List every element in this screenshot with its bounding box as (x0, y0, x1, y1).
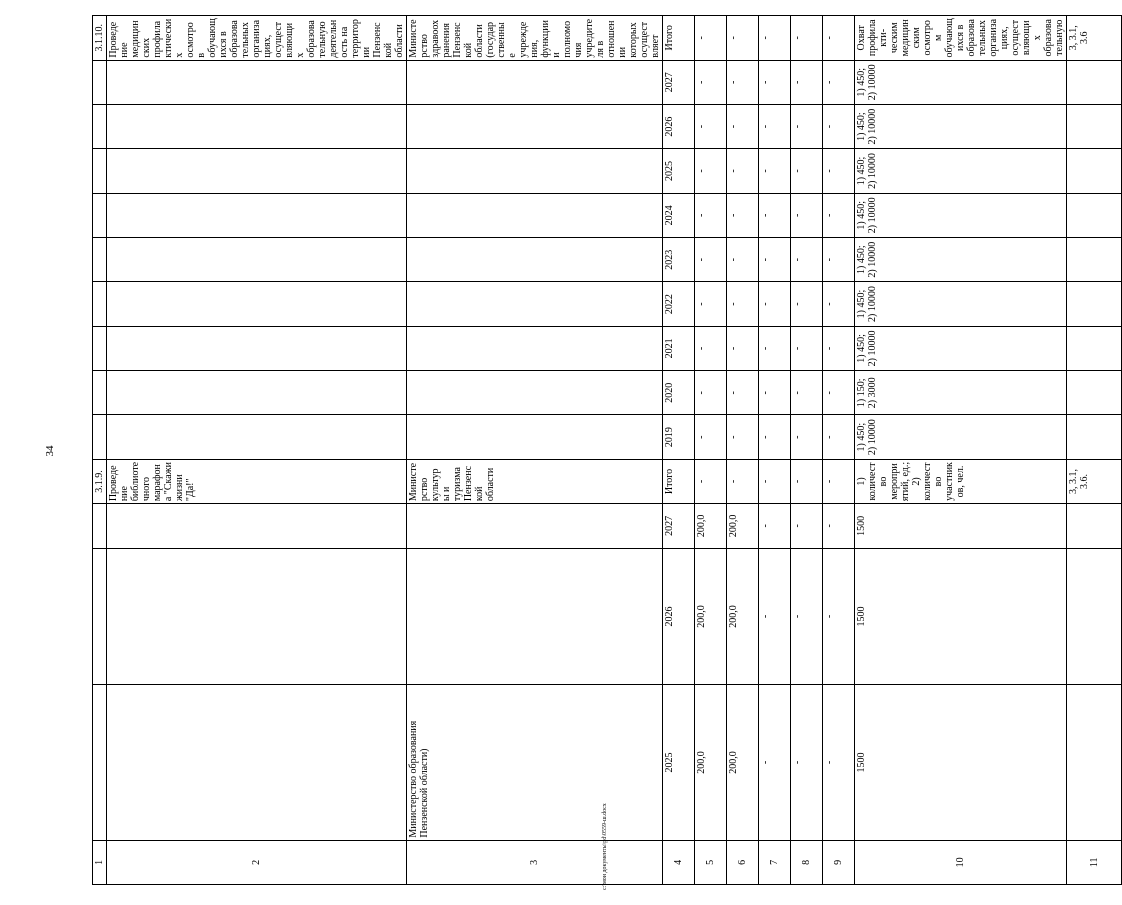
table-cell: - (727, 415, 759, 459)
table-cell (1067, 371, 1122, 415)
table-cell: - (727, 282, 759, 326)
table-cell: - (759, 504, 791, 548)
table-cell (407, 548, 663, 685)
table-cell: 2019 (663, 415, 695, 459)
table-cell: 1) 450; 2) 10000 (855, 326, 1067, 370)
table-cell: - (727, 16, 759, 61)
table-cell: - (695, 193, 727, 237)
table-cell: - (759, 193, 791, 237)
table-cell: - (759, 326, 791, 370)
table-cell (93, 371, 107, 415)
table-line-col-3 (407, 16, 663, 885)
table-cell: Министерство образования Пензенской области) (407, 685, 663, 840)
table-line-col-7 (759, 16, 791, 885)
table-cell: 200,0 (727, 504, 759, 548)
table-cell (93, 548, 107, 685)
column-header: 3 (407, 840, 663, 884)
table-cell (1067, 685, 1122, 840)
table-cell: - (791, 504, 823, 548)
table-cell: - (759, 149, 791, 193)
table-cell: - (759, 60, 791, 104)
table-cell: 3.1.10. (93, 16, 107, 61)
table-cell: 2025 (663, 149, 695, 193)
table-cell (107, 548, 407, 685)
table-cell: - (791, 16, 823, 61)
table-cell (407, 415, 663, 459)
table-cell (1067, 60, 1122, 104)
table-cell: Проведение медицинских профилактических осмотров обучающихся в образовательных организациях, осуществляющих образовательную деятельность на территории Пензенской области (107, 16, 407, 61)
table-cell: - (823, 104, 855, 148)
table-cell: 1500 (855, 685, 1067, 840)
table-cell (107, 149, 407, 193)
column-header: 4 (663, 840, 695, 884)
table-cell (107, 238, 407, 282)
table-cell (407, 149, 663, 193)
file-path-footer: c:\мои документы\pd\0559-ш.docx (602, 803, 608, 890)
table-cell (407, 371, 663, 415)
table-cell: - (727, 104, 759, 148)
table-line-col-5 (695, 16, 727, 885)
table-cell: - (727, 459, 759, 503)
table-cell: 2022 (663, 282, 695, 326)
table-cell: - (695, 149, 727, 193)
table-cell (107, 685, 407, 840)
table-cell: - (727, 149, 759, 193)
column-header: 5 (695, 840, 727, 884)
table-cell: 200,0 (727, 685, 759, 840)
table-cell: - (759, 16, 791, 61)
table-cell: 200,0 (695, 548, 727, 685)
column-header: 9 (823, 840, 855, 884)
table-cell: - (823, 193, 855, 237)
table-cell (1067, 415, 1122, 459)
table-cell: 2024 (663, 193, 695, 237)
table-cell: 1500 (855, 504, 1067, 548)
table-cell (93, 193, 107, 237)
table-cell: - (791, 415, 823, 459)
column-header: 1 (93, 840, 107, 884)
table-cell: - (759, 548, 791, 685)
table-cell: - (791, 326, 823, 370)
table-cell: - (695, 60, 727, 104)
table-cell (93, 104, 107, 148)
column-header: 11 (1067, 840, 1122, 884)
column-header: 10 (855, 840, 1067, 884)
page-number: 34 (44, 445, 56, 457)
table-cell: - (791, 193, 823, 237)
table-cell: - (727, 193, 759, 237)
table-cell (1067, 238, 1122, 282)
table-cell (1067, 193, 1122, 237)
table-cell: - (823, 149, 855, 193)
table-cell (93, 60, 107, 104)
column-header: 6 (727, 840, 759, 884)
table-cell (107, 504, 407, 548)
table-cell (1067, 504, 1122, 548)
table-cell: - (791, 282, 823, 326)
table-cell (107, 282, 407, 326)
table-cell (107, 415, 407, 459)
table-cell: Министерство здравоохранения Пензенской области (государственные учреждения, функции и полномочия учредителя в отношении которых осуществляет (407, 16, 663, 61)
table-cell: 2020 (663, 371, 695, 415)
table-cell: Итого (663, 459, 695, 503)
table-cell: - (727, 326, 759, 370)
table-cell: Проведение библиотечного марафона "Скажи жизни "Да!" (107, 459, 407, 503)
table-cell: - (695, 415, 727, 459)
table-cell: 2026 (663, 104, 695, 148)
column-header: 7 (759, 840, 791, 884)
table-cell (107, 371, 407, 415)
table-cell: - (791, 238, 823, 282)
table-cell: 200,0 (695, 504, 727, 548)
table-line-col-6 (727, 16, 759, 885)
table-cell: 1) 450; 2) 10000 (855, 193, 1067, 237)
table-cell: - (695, 282, 727, 326)
table-line-col-11 (1067, 16, 1122, 885)
table-cell (93, 326, 107, 370)
table-cell: - (823, 16, 855, 61)
table-cell (93, 149, 107, 193)
table-cell (93, 282, 107, 326)
table-cell: - (791, 685, 823, 840)
table-cell: - (695, 326, 727, 370)
table-cell: - (727, 60, 759, 104)
table-line-col-2 (107, 16, 407, 885)
table-cell: 2025 (663, 685, 695, 840)
table-cell (93, 415, 107, 459)
table-cell (407, 60, 663, 104)
table-cell: 3, 3.1, 3.6 (1067, 16, 1122, 61)
table-cell: - (695, 238, 727, 282)
table-cell: - (823, 282, 855, 326)
table-cell (407, 504, 663, 548)
table-cell: 2021 (663, 326, 695, 370)
table-cell: - (791, 371, 823, 415)
table-cell: - (791, 459, 823, 503)
table-cell (1067, 149, 1122, 193)
table-cell: 2023 (663, 238, 695, 282)
table-cell (107, 60, 407, 104)
table-cell: - (791, 104, 823, 148)
table-cell: - (695, 459, 727, 503)
table-cell: - (823, 238, 855, 282)
table-cell (407, 326, 663, 370)
table-cell: Министерство культуры и туризма Пензенской области (407, 459, 663, 503)
table-cell: - (727, 371, 759, 415)
table-line-col-4 (663, 16, 695, 885)
table-cell: - (695, 16, 727, 61)
table-cell: - (823, 459, 855, 503)
table-cell: - (791, 149, 823, 193)
table-cell: - (727, 238, 759, 282)
table-cell: Охват профилакти-ческим медицинским осмотром обучающихся в образовательных организациях, осуществляющих образовательную (855, 16, 1067, 61)
table-line-col-9 (823, 16, 855, 885)
table-cell: - (695, 371, 727, 415)
table-cell: 1) количество мероприятий, ед.; 2) количество участников, чел. (855, 459, 1067, 503)
table-cell: 1) 450; 2) 10000 (855, 149, 1067, 193)
table-cell: - (759, 238, 791, 282)
table-cell: 200,0 (695, 685, 727, 840)
table-cell (93, 504, 107, 548)
table-cell (93, 685, 107, 840)
table-cell: Итого (663, 16, 695, 61)
column-header: 8 (791, 840, 823, 884)
table-cell (107, 193, 407, 237)
table-cell (1067, 104, 1122, 148)
table-cell: - (791, 548, 823, 685)
table-cell (407, 282, 663, 326)
table-cell: 2026 (663, 548, 695, 685)
table-cell (1067, 548, 1122, 685)
table-cell: - (695, 104, 727, 148)
table-cell (1067, 282, 1122, 326)
table-line-col-8 (791, 16, 823, 885)
table-cell: 200,0 (727, 548, 759, 685)
table-cell: - (823, 504, 855, 548)
table-cell: 1) 150; 2) 3000 (855, 371, 1067, 415)
table-line-col-10 (855, 16, 1067, 885)
table-cell: 3, 3.1, 3.6. (1067, 459, 1122, 503)
column-header: 2 (107, 840, 407, 884)
table-cell (407, 238, 663, 282)
table-cell (107, 104, 407, 148)
table-cell: 1500 (855, 548, 1067, 685)
table-cell: - (823, 548, 855, 685)
table-cell: - (823, 415, 855, 459)
table-cell (1067, 326, 1122, 370)
table-cell: 1) 450; 2) 10000 (855, 238, 1067, 282)
table-cell: 1) 450; 2) 10000 (855, 104, 1067, 148)
table-cell: - (759, 371, 791, 415)
table-cell: 3.1.9. (93, 459, 107, 503)
table-cell: 1) 450; 2) 10000 (855, 282, 1067, 326)
table-cell: 2027 (663, 504, 695, 548)
table-cell: - (759, 459, 791, 503)
table-cell: - (759, 685, 791, 840)
table-cell: - (823, 60, 855, 104)
table-cell (93, 238, 107, 282)
table-cell: - (791, 60, 823, 104)
table-cell (107, 326, 407, 370)
table-line-col-1 (93, 16, 107, 885)
table-cell: 1) 450; 2) 10000 (855, 60, 1067, 104)
table-cell (407, 104, 663, 148)
table-cell: - (823, 685, 855, 840)
table-cell: - (759, 282, 791, 326)
table-cell: 2027 (663, 60, 695, 104)
table-cell: - (823, 326, 855, 370)
table-cell: 1) 450; 2) 10000 (855, 415, 1067, 459)
table-cell (407, 193, 663, 237)
table-cell: - (759, 104, 791, 148)
table-cell: - (823, 371, 855, 415)
table-cell: - (759, 415, 791, 459)
